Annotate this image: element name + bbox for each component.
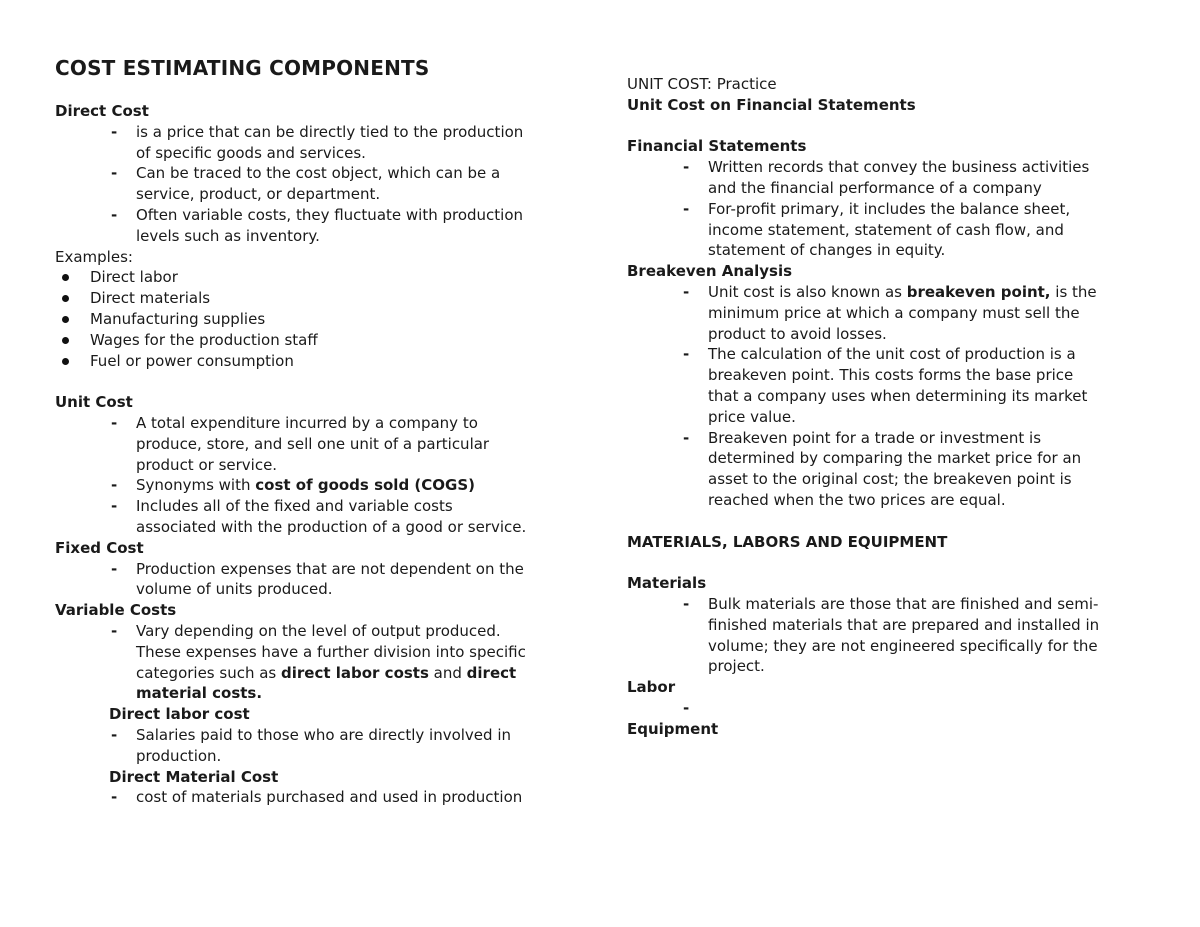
direct-cost-item: - is a price that can be directly tied to the production of specific goods and services. (111, 122, 524, 162)
unit-cost-heading: Unit Cost (55, 393, 133, 412)
direct-labor-cost-item: - Salaries paid to those who are directly involved in production. (111, 725, 511, 765)
example-item: Fuel or power consumption (55, 351, 573, 372)
unit-cost-item: - A total expenditure incurred by a company to produce, store, and sell one unit of a particular product or service. (111, 413, 490, 474)
direct-material-cost-heading: Direct Material Cost (109, 767, 279, 786)
labor-empty-item: - (683, 698, 690, 717)
example-item: Direct labor (55, 267, 573, 288)
materials-labors-equipment-heading: MATERIALS, LABORS AND EQUIPMENT (627, 532, 948, 551)
bullet-icon (62, 295, 69, 302)
example-item: Wages for the production staff (55, 330, 573, 351)
unit-cost-item: - Synonyms with cost of goods sold (COGS) (111, 476, 475, 495)
example-item: Direct materials (55, 288, 573, 309)
direct-cost-heading: Direct Cost (55, 102, 149, 120)
fixed-cost-heading: Fixed Cost (55, 538, 144, 557)
right-body (627, 74, 1145, 740)
breakeven-analysis-heading: Breakeven Analysis (627, 262, 793, 281)
unit-cost-practice-heading: UNIT COST: Practice (627, 75, 777, 93)
direct-cost-item: - Often variable costs, they fluctuate with production levels such as inventory. (111, 205, 524, 245)
materials-item: - Bulk materials are those that are finished and semi- finished materials that are prepared and installed in volume; they are not engineered specifically for the project. (683, 594, 1100, 676)
breakeven-item: - Breakeven point for a trade or investment is determined by comparing the market price for an asset to the original cost; the breakeven point is reached when the two prices are equal. (683, 428, 1082, 509)
bullet-icon (62, 316, 69, 323)
variable-costs-heading: Variable Costs (55, 601, 177, 620)
financial-statements-heading: Financial Statements (627, 137, 807, 156)
document-title: COST ESTIMATING COMPONENTS (55, 56, 430, 80)
bullet-icon (62, 358, 69, 365)
variable-costs-item: - Vary depending on the level of output produced. These expenses have a further division into specific categories such as direct labor costs and direct material costs. (111, 621, 526, 703)
equipment-heading: Equipment (627, 719, 719, 738)
financial-statements-item: - For-profit primary, it includes the balance sheet, income statement, statement of cash flow, and statement of changes in equity. (683, 199, 1071, 260)
left-body (55, 101, 573, 808)
example-item: Manufacturing supplies (55, 309, 573, 330)
financial-statements-item: - Written records that convey the business activities and the financial performance of a company (683, 158, 1090, 197)
direct-material-cost-item: - cost of materials purchased and used in production (111, 788, 523, 807)
examples-label: Examples: (55, 247, 133, 266)
direct-cost-item: - Can be traced to the cost object, which can be a service, product, or department. (111, 164, 501, 204)
breakeven-item: - The calculation of the unit cost of production is a breakeven point. This costs forms the base price that a company uses when determining its market price value. (683, 345, 1088, 426)
materials-heading: Materials (627, 574, 707, 593)
fixed-cost-item: - Production expenses that are not dependent on the volume of units produced. (111, 559, 524, 599)
breakeven-item: - Unit cost is also known as breakeven point, is the minimum price at which a company must sell the product to avoid losses. (683, 282, 1097, 343)
unit-cost-financial-heading: Unit Cost on Financial Statements (627, 95, 916, 114)
bullet-icon (62, 274, 69, 281)
labor-heading: Labor (627, 678, 676, 697)
unit-cost-item: - Includes all of the fixed and variable costs associated with the production of a good or service. (111, 497, 527, 536)
bullet-icon (62, 337, 69, 344)
direct-labor-cost-heading: Direct labor cost (109, 705, 250, 724)
